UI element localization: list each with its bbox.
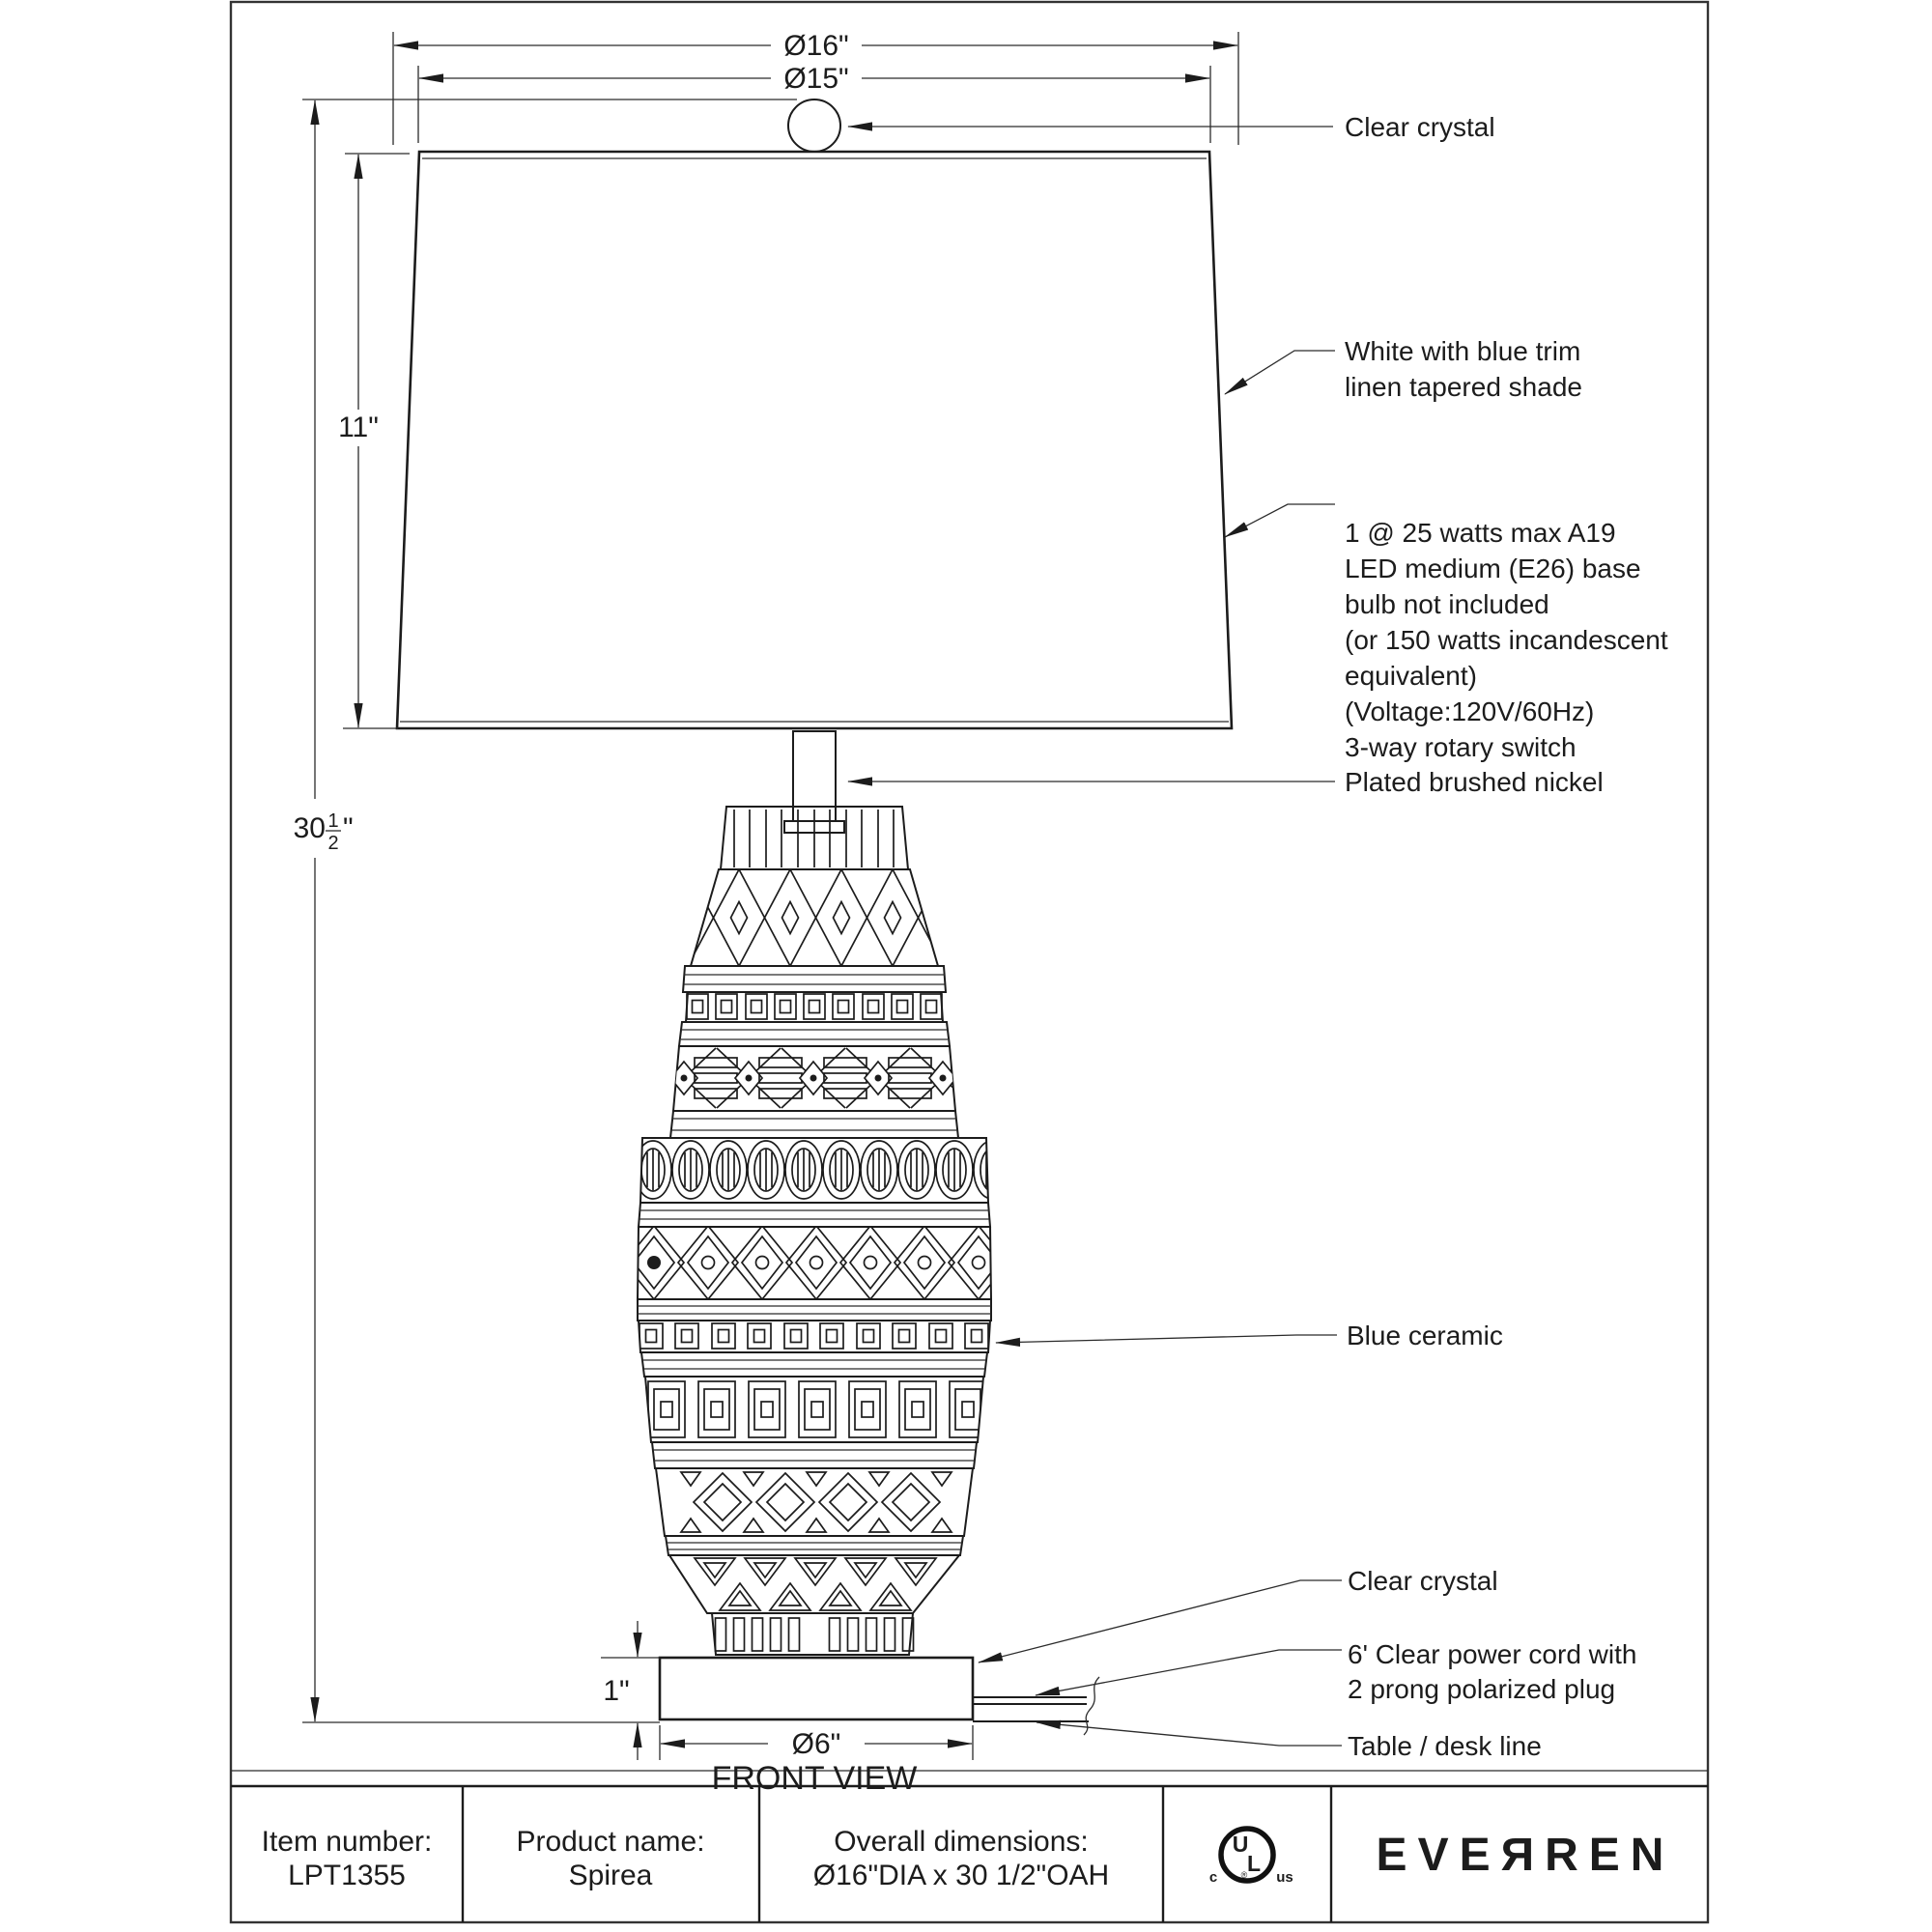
overall-dimensions-label: Overall dimensions:: [834, 1826, 1089, 1858]
dim-label-dia6: Ø6": [791, 1728, 841, 1760]
callout-bulb-2: LED medium (E26) base: [1345, 554, 1641, 583]
dim-label-1: 1": [603, 1675, 630, 1707]
product-name-label: Product name:: [516, 1826, 705, 1858]
callout-shade-2: linen tapered shade: [1345, 372, 1582, 402]
callout-bulb-4: (or 150 watts incandescent: [1345, 625, 1668, 655]
body-band-ovals: [635, 1138, 1010, 1203]
sheet-frame: [231, 2, 1708, 1922]
body-band-xdiamonds-bars: [652, 1046, 975, 1111]
dim-label-30-num: 1: [327, 810, 339, 832]
ul-us-label: us: [1276, 1869, 1293, 1886]
dim-base-dia: [660, 1725, 973, 1760]
callout-body: Blue ceramic: [1347, 1321, 1503, 1350]
table-line: [302, 1721, 1089, 1722]
callout-shade-1: White with blue trim: [1345, 336, 1581, 366]
dim-base-height: [601, 1621, 660, 1760]
body-band-crystal-flutes: [712, 1613, 914, 1655]
body-ring-3: [670, 1111, 958, 1138]
body-band-diamonds: [663, 869, 970, 966]
title-cell-dimensions: [813, 1826, 1109, 1891]
callout-cord-2: 2 prong polarized plug: [1348, 1674, 1616, 1704]
callout-bulb-6: (Voltage:120V/60Hz): [1345, 696, 1595, 726]
dim-label-30-den: 2: [327, 833, 339, 854]
body-ring-5: [638, 1299, 991, 1321]
dim-label-dia15: Ø15": [783, 63, 849, 95]
body-ring-1: [683, 966, 946, 992]
title-cell-item: [262, 1826, 433, 1891]
body-band-squares: [686, 992, 943, 1022]
dim-label-dia16: Ø16": [783, 30, 849, 62]
body-band-cap-flutes: [721, 807, 908, 869]
callout-texts: [1345, 112, 1668, 1761]
callout-leaders: [848, 127, 1342, 1746]
callout-base: Clear crystal: [1348, 1566, 1498, 1596]
callout-cord-1: 6' Clear power cord with: [1348, 1639, 1637, 1669]
item-number-label: Item number:: [261, 1826, 433, 1858]
body-ring-7: [652, 1442, 977, 1468]
callout-bulb-7: 3-way rotary switch: [1345, 732, 1577, 762]
ul-r-label: ®: [1240, 1870, 1248, 1880]
body-band-squares-2: [639, 1321, 990, 1352]
body-ring-2: [679, 1022, 950, 1046]
callout-bulb-5: equivalent): [1345, 661, 1477, 691]
lamp-shade: [397, 152, 1232, 728]
finial-crystal-ball: [788, 99, 840, 152]
callout-table: Table / desk line: [1348, 1731, 1542, 1761]
dim-overall-height: [294, 99, 797, 1721]
dim-shade-top-dia: [418, 63, 1210, 143]
body-band-rectangles: [645, 1377, 986, 1442]
body-ring-6: [641, 1352, 987, 1377]
title-block: [231, 1786, 1708, 1922]
body-band-diamond-triangles: [656, 1468, 973, 1536]
crystal-base: [660, 1658, 973, 1719]
body-ring-8: [666, 1536, 963, 1555]
body-ring-4: [639, 1203, 990, 1227]
body-band-triangles: [669, 1555, 959, 1613]
front-view-label: FRONT VIEW: [711, 1760, 918, 1797]
dim-label-11: 11": [338, 412, 379, 443]
ul-l-label: L: [1246, 1851, 1262, 1876]
dim-label-30-quote: ": [343, 812, 354, 844]
callout-bulb-1: 1 @ 25 watts max A19: [1345, 518, 1616, 548]
product-name-value: Spirea: [568, 1860, 653, 1891]
callout-finial: Clear crystal: [1345, 112, 1495, 142]
body-band-diamond-dots: [624, 1226, 1009, 1299]
ul-listed-icon: [1209, 1829, 1293, 1886]
title-cell-product: [516, 1826, 704, 1891]
callout-bulb-3: bulb not included: [1345, 589, 1549, 619]
callout-neck: Plated brushed nickel: [1345, 767, 1604, 797]
item-number-value: LPT1355: [288, 1860, 406, 1891]
ul-u-label: U: [1232, 1832, 1249, 1857]
overall-dimensions-value: Ø16"DIA x 30 1/2"OAH: [812, 1860, 1110, 1891]
dim-label-30: 30: [293, 812, 326, 844]
lamp-body: [624, 807, 1010, 1655]
dim-shade-height: [338, 154, 410, 728]
brand-logo: EVEЯREN: [1376, 1830, 1675, 1881]
ul-c-label: c: [1208, 1869, 1218, 1886]
